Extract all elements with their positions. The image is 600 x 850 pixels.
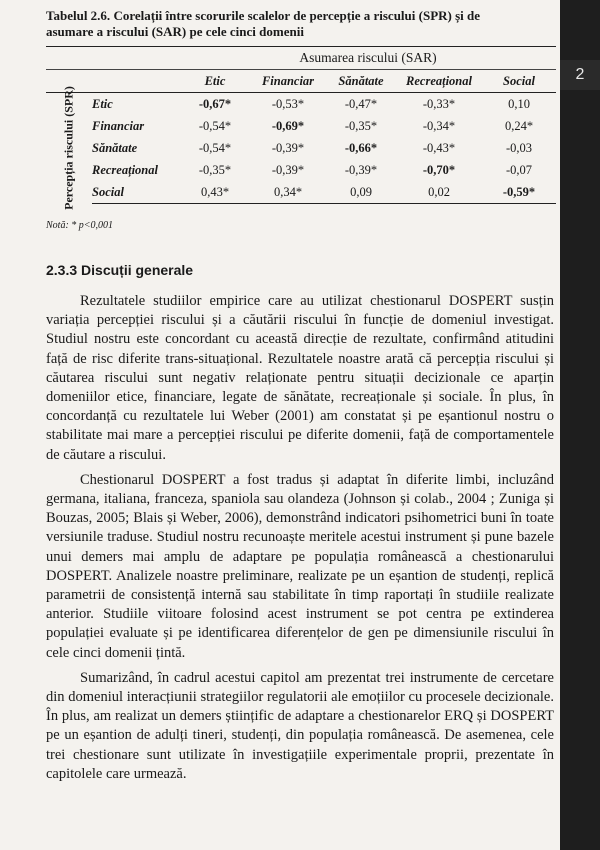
paragraph: Chestionarul DOSPERT a fost tradus și adaptat în diferite limbi, incluzând germana, italiana, franceza, spaniola sau olandeza (Johnson și colab., 2004 ; Zuniga și Bouzas, 2005; Blais și Weber, 2006), demonstrând indicatori psihometrici buni în toate versiunile traduse. Studiul nostru recunoaște meritele acestui instrument și pune bazele unui demers mai amplu de adaptare pe populația românească a chestionarului DOSPERT. Analizele noastre preliminare, realizate pe un eșantion de studenți, replică parametrii de consistență internă sau stabilitate în timp raportați în studiile realizate anterior. Studiile viitoare folosind acest instrument se pot centra pe extinderea populației evaluate și pe identificarea diferențelor de gen pe dimensiunile riscului în cele cinci domenii țintă. <box>46 471 554 661</box>
table-cell: -0,69* <box>271 118 305 133</box>
row-label: Sănătate <box>92 140 138 155</box>
table-caption <box>46 8 486 40</box>
table-cell: -0,39* <box>271 140 305 155</box>
paragraph: Sumarizând, în cadrul acestui capitol am prezentat trei instrumente de cercetare din domeniul interacțiunii strategiilor regulatorii ale emoțiilor cu procesele decizionale. În plus, am realizat un demers științific de adaptare a chestionarelor ERQ și DOSPERT pe un eșantion de adulți tineri, studenți, din populația românească. De asemenea, cele trei chestionare sunt utilizate în investigațiile experimentale proprii, prezentate în capitolele care urmează. <box>46 669 554 782</box>
column-header: Sănătate <box>326 70 396 93</box>
table-row <box>46 137 556 159</box>
table-cell: -0,07 <box>505 162 533 177</box>
chapter-tab: 2 <box>560 60 600 90</box>
caption-text: Corelații între scorurile scalelor de percepție a riscului (SPR) și de asumare a riscului (SAR) pe cele cinci domenii <box>46 8 481 39</box>
table-cell: -0,35* <box>198 162 232 177</box>
body-text <box>46 292 554 790</box>
column-header: Financiar <box>250 70 326 93</box>
group-header: Asumarea riscului (SAR) <box>180 47 556 70</box>
table-note: Notă: * p<0,001 <box>46 220 114 231</box>
table-cell: -0,54* <box>198 118 232 133</box>
column-header: Recreațional <box>396 70 482 93</box>
table-cell: -0,66* <box>344 140 378 155</box>
table-cell: -0,53* <box>271 96 305 111</box>
table-cell: -0,39* <box>271 162 305 177</box>
table-cell: 0,10 <box>508 96 530 111</box>
column-header-row <box>46 70 556 93</box>
table-cell: 0,43* <box>180 181 250 204</box>
table-cell: -0,70* <box>422 162 456 177</box>
table-cell: 0,24* <box>504 118 534 133</box>
table-row <box>46 159 556 181</box>
table-cell: -0,67* <box>198 96 232 111</box>
table-cell: -0,39* <box>344 162 378 177</box>
table-cell: 0,34* <box>250 181 326 204</box>
row-group-cell <box>46 86 92 211</box>
table-cell: -0,34* <box>422 118 456 133</box>
table-cell: -0,59* <box>482 181 556 204</box>
table-cell: -0,33* <box>422 96 456 111</box>
table-cell: 0,02 <box>396 181 482 204</box>
table-row <box>46 181 556 204</box>
column-header: Social <box>482 70 556 93</box>
row-group-label: Percepția riscului (SPR) <box>61 86 76 211</box>
row-label: Social <box>92 181 180 204</box>
table-cell: -0,43* <box>422 140 456 155</box>
correlation-table <box>46 46 556 211</box>
table-cell: -0,54* <box>198 140 232 155</box>
row-label: Recreațional <box>92 162 158 177</box>
table-row <box>46 93 556 116</box>
row-label: Financiar <box>92 118 145 133</box>
paragraph: Rezultatele studiilor empirice care au utilizat chestionarul DOSPERT susțin variația percepției riscului și a căutării riscului în funcție de domeniul investigat. Studiul nostru este concordant cu această direcție de rezultate, confirmând atitudini față de risc diferite trans-situațional. Rezultatele noastre arată că percepția riscului și căutarea riscului sunt negativ relaționate pentru situații decizionale ce aparțin domeniilor etice, financiare, legate de sănătate, recreaționale și sociale. În plus, în concordanță cu rezultatele lui Weber (2001) am constatat și pe eșantionul nostru o stabilitate mai mare a percepției riscului pe diferite domenii, față de comportamentele de căutare a riscului. <box>46 293 554 463</box>
table-cell: -0,47* <box>344 96 378 111</box>
table-cell: -0,35* <box>344 118 378 133</box>
table-row <box>46 115 556 137</box>
caption-label: Tabelul 2.6. <box>46 8 111 23</box>
row-label: Etic <box>92 96 113 111</box>
section-title: 2.3.3 Discuții generale <box>46 262 194 278</box>
column-header: Etic <box>180 70 250 93</box>
table-cell: 0,09 <box>326 181 396 204</box>
table-cell: -0,03 <box>505 140 533 155</box>
